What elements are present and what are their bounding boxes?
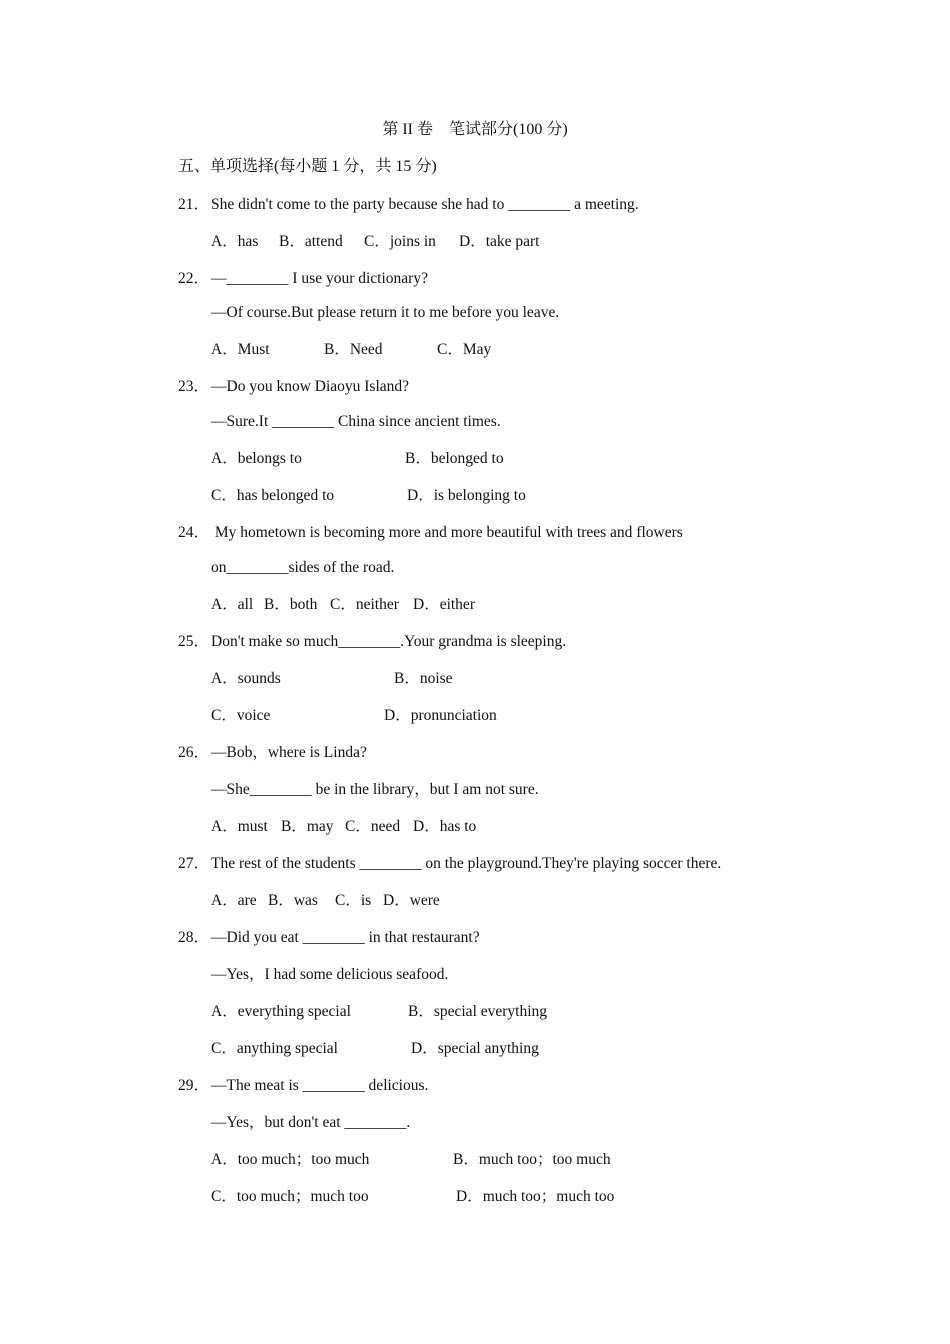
- question-text: The rest of the students ________ on the playground.They're playing soccer there.: [211, 855, 722, 872]
- question-text: —Did you eat ________ in that restaurant?: [211, 929, 480, 946]
- option-c: C．need: [345, 818, 401, 835]
- question-number: 26．: [178, 744, 210, 761]
- answer-line: —Yes，I had some delicious seafood.: [211, 966, 449, 983]
- option-a: A．are: [211, 892, 257, 909]
- option-a: A．Must: [211, 341, 270, 358]
- option-b: B．much too；too much: [453, 1151, 611, 1168]
- option-b: B．may: [281, 818, 334, 835]
- option-c: C．joins in: [364, 233, 436, 250]
- option-c: C．is: [335, 892, 372, 909]
- question-text: —Bob，where is Linda?: [211, 744, 367, 761]
- option-d: D．pronunciation: [384, 707, 497, 724]
- option-d: D．special anything: [411, 1040, 539, 1057]
- question-text: —Do you know Diaoyu Island?: [211, 378, 410, 395]
- question-number: 23．: [178, 378, 210, 395]
- option-d: D．take part: [459, 233, 540, 250]
- answer-line: —Of course.But please return it to me before you leave.: [211, 304, 560, 321]
- question-text: —The meat is ________ delicious.: [211, 1077, 429, 1094]
- option-d: D．is belonging to: [407, 487, 526, 504]
- option-d: D．has to: [413, 818, 477, 835]
- option-a: A．belongs to: [211, 450, 302, 467]
- option-b: B．both: [264, 596, 318, 613]
- option-a: A．all: [211, 596, 254, 613]
- option-d: D．much too；much too: [456, 1188, 615, 1205]
- option-b: B．belonged to: [405, 450, 504, 467]
- question-text: Don't make so much________.Your grandma is sleeping.: [211, 633, 567, 650]
- option-b: B．attend: [279, 233, 343, 250]
- option-b: B．special everything: [408, 1003, 548, 1020]
- question-number: 25．: [178, 633, 210, 650]
- option-c: C．neither: [330, 596, 399, 613]
- question-number: 22．: [178, 270, 210, 287]
- option-c: C．voice: [211, 707, 271, 724]
- option-b: B．noise: [394, 670, 453, 687]
- answer-line: —She________ be in the library，but I am not sure.: [211, 781, 539, 798]
- option-c: C．anything special: [211, 1040, 338, 1057]
- answer-line: —Yes，but don't eat ________.: [211, 1114, 411, 1131]
- page-title: 第 II 卷 笔试部分(100 分): [382, 121, 568, 138]
- option-a: A．sounds: [211, 670, 281, 687]
- option-d: D．either: [413, 596, 475, 613]
- option-a: A．must: [211, 818, 268, 835]
- option-c: C．May: [437, 341, 492, 358]
- option-b: B．was: [268, 892, 318, 909]
- question-text-cont: on________sides of the road.: [211, 559, 395, 576]
- option-d: D．were: [383, 892, 440, 909]
- option-a: A．everything special: [211, 1003, 351, 1020]
- question-text: She didn't come to the party because she had to ________ a meeting.: [211, 196, 639, 213]
- option-a: A．has: [211, 233, 259, 250]
- question-number: 24．: [178, 524, 210, 541]
- question-number: 21．: [178, 196, 210, 213]
- question-number: 29．: [178, 1077, 210, 1094]
- option-c: C．too much；much too: [211, 1188, 369, 1205]
- question-text: My hometown is becoming more and more beautiful with trees and flowers: [211, 524, 683, 541]
- question-number: 27．: [178, 855, 210, 872]
- answer-line: —Sure.It ________ China since ancient times.: [211, 413, 501, 430]
- question-number: 28．: [178, 929, 210, 946]
- option-a: A．too much；too much: [211, 1151, 370, 1168]
- option-c: C．has belonged to: [211, 487, 335, 504]
- section-heading: 五、单项选择(每小题 1 分，共 15 分): [178, 158, 437, 175]
- option-b: B．Need: [324, 341, 383, 358]
- question-text: —________ I use your dictionary?: [211, 270, 428, 287]
